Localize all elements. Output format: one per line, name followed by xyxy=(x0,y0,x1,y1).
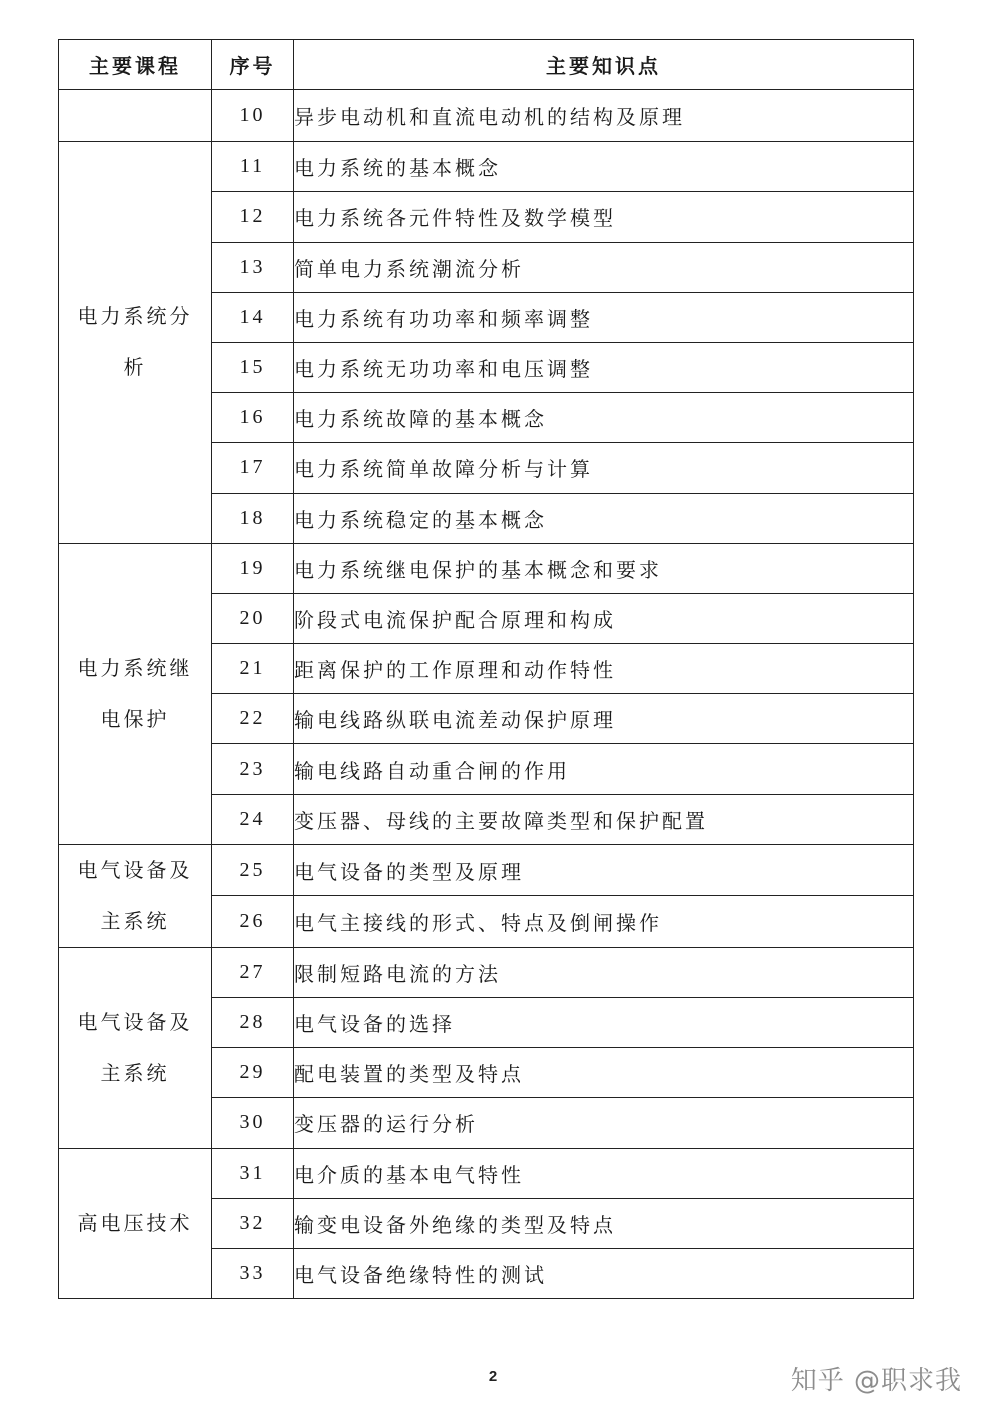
row-number: 16 xyxy=(212,393,294,443)
course-name: 电力系统继电保护 xyxy=(77,655,193,731)
row-number: 25 xyxy=(212,844,294,896)
course-name: 高电压技术 xyxy=(77,1210,193,1235)
header-no: 序号 xyxy=(212,40,294,90)
row-number: 30 xyxy=(212,1098,294,1148)
table-row xyxy=(59,844,914,896)
row-number: 13 xyxy=(212,242,294,292)
knowledge-point: 电力系统故障的基本概念 xyxy=(294,393,914,443)
knowledge-point: 电力系统继电保护的基本概念和要求 xyxy=(294,543,914,593)
row-number: 19 xyxy=(212,543,294,593)
knowledge-point: 异步电动机和直流电动机的结构及原理 xyxy=(294,90,914,142)
table-row xyxy=(59,543,914,593)
knowledge-point: 电气设备绝缘特性的测试 xyxy=(294,1248,914,1298)
row-number: 29 xyxy=(212,1048,294,1098)
knowledge-point: 变压器的运行分析 xyxy=(294,1098,914,1148)
course-name: 电力系统分析 xyxy=(77,304,193,380)
table-row xyxy=(59,1148,914,1198)
knowledge-point: 电力系统稳定的基本概念 xyxy=(294,493,914,543)
row-number: 10 xyxy=(212,90,294,142)
row-number: 33 xyxy=(212,1248,294,1298)
knowledge-point: 电力系统无功功率和电压调整 xyxy=(294,342,914,392)
row-number: 20 xyxy=(212,593,294,643)
table-row xyxy=(59,90,914,142)
knowledge-point: 电气设备的选择 xyxy=(294,998,914,1048)
knowledge-point: 配电装置的类型及特点 xyxy=(294,1048,914,1098)
knowledge-point: 电气主接线的形式、特点及倒闸操作 xyxy=(294,896,914,948)
knowledge-point: 简单电力系统潮流分析 xyxy=(294,242,914,292)
knowledge-table xyxy=(58,39,914,1299)
knowledge-point: 输电线路自动重合闸的作用 xyxy=(294,744,914,794)
knowledge-point: 输电线路纵联电流差动保护原理 xyxy=(294,694,914,744)
course-cell xyxy=(59,90,212,142)
row-number: 11 xyxy=(212,142,294,192)
knowledge-point: 变压器、母线的主要故障类型和保护配置 xyxy=(294,794,914,844)
row-number: 28 xyxy=(212,998,294,1048)
course-cell xyxy=(59,142,212,544)
course-name: 电气设备及主系统 xyxy=(77,857,193,933)
row-number: 23 xyxy=(212,744,294,794)
row-number: 12 xyxy=(212,192,294,242)
row-number: 18 xyxy=(212,493,294,543)
row-number: 26 xyxy=(212,896,294,948)
course-cell xyxy=(59,543,212,844)
page-number: 2 xyxy=(488,1368,498,1385)
knowledge-point: 电力系统的基本概念 xyxy=(294,142,914,192)
course-name: 电气设备及主系统 xyxy=(77,1009,193,1085)
row-number: 14 xyxy=(212,292,294,342)
row-number: 15 xyxy=(212,342,294,392)
knowledge-point: 电力系统各元件特性及数学模型 xyxy=(294,192,914,242)
course-cell xyxy=(59,844,212,947)
table-row xyxy=(59,947,914,997)
table-row xyxy=(59,142,914,192)
course-cell xyxy=(59,947,212,1148)
header-point: 主要知识点 xyxy=(294,40,914,90)
header-course: 主要课程 xyxy=(59,40,212,90)
row-number: 17 xyxy=(212,443,294,493)
watermark: 知乎 @职求我 xyxy=(790,1366,962,1396)
knowledge-point: 电力系统简单故障分析与计算 xyxy=(294,443,914,493)
row-number: 32 xyxy=(212,1198,294,1248)
knowledge-point: 电介质的基本电气特性 xyxy=(294,1148,914,1198)
knowledge-point: 限制短路电流的方法 xyxy=(294,947,914,997)
knowledge-point: 距离保护的工作原理和动作特性 xyxy=(294,644,914,694)
row-number: 27 xyxy=(212,947,294,997)
row-number: 31 xyxy=(212,1148,294,1198)
row-number: 24 xyxy=(212,794,294,844)
knowledge-point: 电力系统有功功率和频率调整 xyxy=(294,292,914,342)
row-number: 22 xyxy=(212,694,294,744)
knowledge-point: 输变电设备外绝缘的类型及特点 xyxy=(294,1198,914,1248)
row-number: 21 xyxy=(212,644,294,694)
knowledge-point: 阶段式电流保护配合原理和构成 xyxy=(294,593,914,643)
table-header-row xyxy=(59,40,914,90)
table-body xyxy=(59,90,914,1299)
knowledge-point: 电气设备的类型及原理 xyxy=(294,844,914,896)
course-cell xyxy=(59,1148,212,1299)
